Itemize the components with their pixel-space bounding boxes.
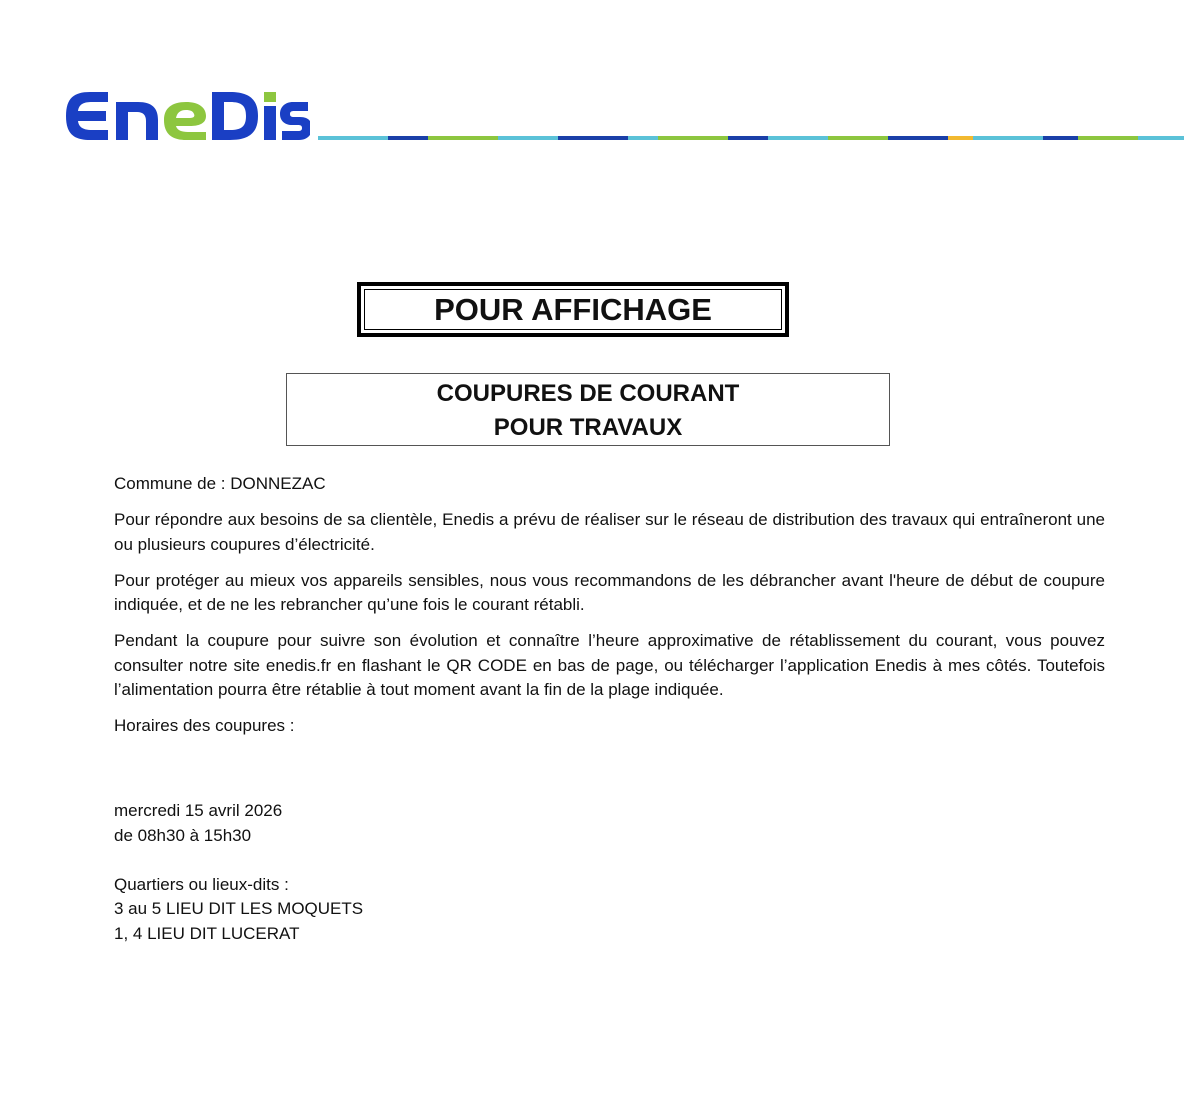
coupures-title-line1: COUPURES DE COURANT: [436, 380, 740, 407]
horaires-label: Horaires des coupures :: [114, 716, 295, 735]
coupures-title-line2: POUR TRAVAUX: [493, 414, 683, 441]
enedis-logo: [60, 88, 310, 144]
paragraph-besoins: Pour répondre aux besoins de sa clientèle, Enedis a prévu de réaliser sur le réseau de distribution des travaux qui entraîneront une ou plusieurs coupures d’électricité.: [114, 510, 1105, 554]
outage-date: mercredi 15 avril 2026: [114, 801, 283, 820]
paragraph-suivi: Pendant la coupure pour suivre son évolution et connaître l’heure approximative de rétablissement du courant, vous pouvez consulter notre site enedis.fr en flashant le QR CODE en bas de page, ou télécharger l’application Enedis à mes côtés. Toutefois l’alimentation pourra être rétablie à tout moment avant la fin de la plage indiquée.: [114, 631, 1105, 699]
outage-time: de 08h30 à 15h30: [114, 825, 252, 845]
commune-line: Commune de : DONNEZAC: [114, 474, 326, 493]
blank-line: [114, 848, 1105, 873]
affichage-box: [357, 282, 789, 337]
header: [0, 0, 1190, 160]
quartiers-label: Quartiers ou lieux-dits :: [114, 874, 289, 894]
affichage-title: POUR AFFICHAGE: [364, 289, 782, 330]
header-decorative-line: [318, 136, 1184, 140]
spacer: [114, 750, 1105, 799]
notice-body: [114, 472, 1105, 946]
location-item: 3 au 5 LIEU DIT LES MOQUETS: [114, 899, 364, 918]
schedule-block: [114, 799, 1105, 946]
location-item: 1, 4 LIEU DIT LUCERAT: [114, 923, 300, 943]
coupures-box: [286, 373, 890, 446]
paragraph-protection: Pour protéger au mieux vos appareils sensibles, nous vous recommandons de les débrancher avant l'heure de début de coupure indiquée, et de ne les rebrancher qu’une fois le courant rétabli.: [114, 570, 1105, 614]
